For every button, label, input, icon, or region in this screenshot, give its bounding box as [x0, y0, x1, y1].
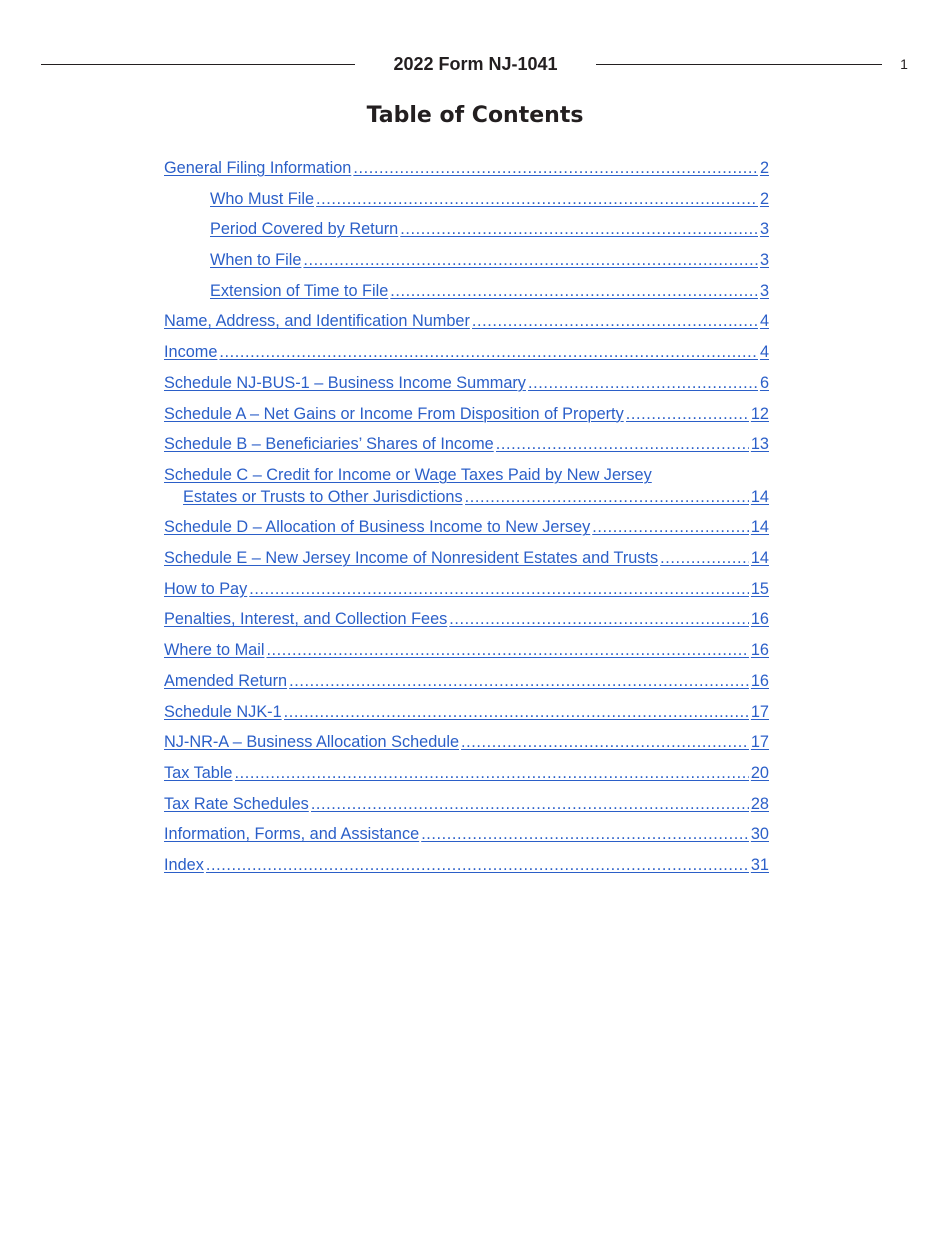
toc-entry-page: 13	[750, 435, 769, 454]
toc-entry-page: 3	[759, 281, 769, 300]
toc-entry-page: 2	[759, 159, 769, 177]
dot-leader	[528, 372, 758, 394]
dot-leader	[461, 731, 749, 753]
dot-leader	[626, 403, 749, 425]
toc-entry-page: 16	[750, 610, 769, 629]
dot-leader	[303, 249, 758, 271]
toc-entry-who-must-file[interactable]	[210, 188, 769, 219]
toc-entry-when-to-file[interactable]	[210, 249, 769, 280]
dot-leader	[390, 280, 758, 302]
toc-entry-penalties-interest[interactable]	[164, 608, 769, 639]
toc-entry-label: NJ-NR-A – Business Allocation Schedule	[164, 733, 460, 752]
toc-entry-name-address-id[interactable]	[164, 310, 769, 341]
toc-entry-page: 14	[750, 487, 769, 506]
dot-leader	[284, 701, 749, 723]
toc-entry-page: 14	[750, 518, 769, 537]
toc-entry-page: 20	[750, 763, 769, 782]
toc-entry-amended-return[interactable]	[164, 670, 769, 701]
toc-entry-page: 4	[759, 312, 769, 331]
toc-entry-label: Amended Return	[164, 671, 288, 690]
toc-entry-label: When to File	[210, 251, 302, 270]
toc-entry-schedule-d[interactable]	[164, 516, 769, 547]
toc-entry-index[interactable]	[164, 854, 769, 885]
dot-leader	[219, 341, 758, 363]
dot-leader	[421, 823, 749, 845]
toc-entry-page: 2	[759, 189, 769, 208]
toc-entry-page: 3	[759, 220, 769, 239]
toc-entry-page: 30	[750, 825, 769, 844]
toc-entry-nj-nr-a[interactable]	[164, 731, 769, 762]
toc-entry-label: Schedule B – Beneficiaries’ Shares of Income	[164, 435, 494, 454]
toc-entry-label: Income	[164, 343, 218, 362]
toc-entry-income[interactable]	[164, 341, 769, 372]
toc-entry-label: Information, Forms, and Assistance	[164, 825, 420, 844]
dot-leader	[289, 670, 749, 692]
toc-entry-page: 12	[750, 404, 769, 423]
toc-entry-label-continued: Estates or Trusts to Other Jurisdictions	[183, 487, 463, 506]
toc-entry-schedule-a[interactable]	[164, 403, 769, 434]
toc-entry-page: 16	[750, 671, 769, 690]
toc-entry-label: Schedule C – Credit for Income or Wage Taxes Paid by New Jersey	[164, 465, 652, 484]
toc-heading: Table of Contents	[366, 103, 584, 128]
toc-entry-label: Schedule D – Allocation of Business Income to New Jersey	[164, 518, 591, 537]
toc-entry-tax-rate-schedules[interactable]	[164, 793, 769, 824]
toc-entry-label: Period Covered by Return	[210, 220, 399, 239]
toc-entry-schedule-e[interactable]	[164, 547, 769, 578]
toc-entry-page: 17	[750, 733, 769, 752]
toc-entry-label: How to Pay	[164, 579, 248, 598]
toc-entry-extension-of-time[interactable]	[210, 280, 769, 311]
toc-entry-label: General Filing Information	[164, 159, 352, 177]
header-rule-left	[41, 64, 355, 65]
toc-entry-page: 31	[750, 855, 769, 874]
toc-entry-page: 4	[759, 343, 769, 362]
toc-entry-label: Tax Rate Schedules	[164, 794, 309, 813]
form-title: 2022 Form NJ-1041	[393, 54, 558, 74]
toc-entry-where-to-mail[interactable]	[164, 639, 769, 670]
toc-entry-information-forms[interactable]	[164, 823, 769, 854]
header-rule-right	[596, 64, 882, 65]
dot-leader	[660, 547, 749, 569]
toc-entry-page: 16	[750, 641, 769, 660]
toc-entry-label: Schedule NJK-1	[164, 702, 282, 721]
toc-entry-label: Schedule E – New Jersey Income of Nonresident Estates and Trusts	[164, 549, 659, 568]
dot-leader	[249, 578, 749, 600]
toc-entry-page: 6	[759, 373, 769, 392]
toc-entry-general-filing-information[interactable]	[164, 157, 769, 188]
toc-entry-schedule-c[interactable]	[164, 464, 769, 517]
toc-entry-label: Index	[164, 855, 204, 874]
dot-leader	[472, 310, 758, 332]
table-of-contents	[164, 157, 769, 885]
dot-leader	[449, 608, 749, 630]
dot-leader	[235, 762, 749, 784]
dot-leader	[316, 188, 758, 210]
toc-entry-page: 15	[750, 579, 769, 598]
toc-entry-label: Extension of Time to File	[210, 281, 389, 300]
dot-leader	[353, 157, 758, 179]
toc-entry-page: 17	[750, 702, 769, 721]
toc-entry-label: Schedule A – Net Gains or Income From Disposition of Property	[164, 404, 624, 423]
page-number: 1	[900, 56, 908, 72]
dot-leader	[206, 854, 749, 876]
dot-leader	[311, 793, 749, 815]
toc-entry-schedule-njk-1[interactable]	[164, 701, 769, 732]
toc-entry-page: 3	[759, 251, 769, 270]
toc-entry-how-to-pay[interactable]	[164, 578, 769, 609]
toc-entry-label: Who Must File	[210, 189, 315, 208]
toc-entry-label: Name, Address, and Identification Number	[164, 312, 470, 331]
toc-entry-label: Penalties, Interest, and Collection Fees	[164, 610, 448, 629]
toc-entry-label: Schedule NJ-BUS-1 – Business Income Summary	[164, 373, 526, 392]
dot-leader	[266, 639, 748, 661]
toc-entry-label: Tax Table	[164, 763, 233, 782]
dot-leader	[465, 486, 749, 508]
toc-entry-tax-table[interactable]	[164, 762, 769, 793]
dot-leader	[400, 218, 758, 240]
toc-entry-schedule-b[interactable]	[164, 433, 769, 464]
toc-entry-schedule-nj-bus-1[interactable]	[164, 372, 769, 403]
toc-entry-page: 14	[750, 549, 769, 568]
toc-entry-label: Where to Mail	[164, 641, 265, 660]
dot-leader	[496, 433, 749, 455]
toc-entry-page: 28	[750, 794, 769, 813]
dot-leader	[592, 516, 749, 538]
toc-entry-period-covered[interactable]	[210, 218, 769, 249]
